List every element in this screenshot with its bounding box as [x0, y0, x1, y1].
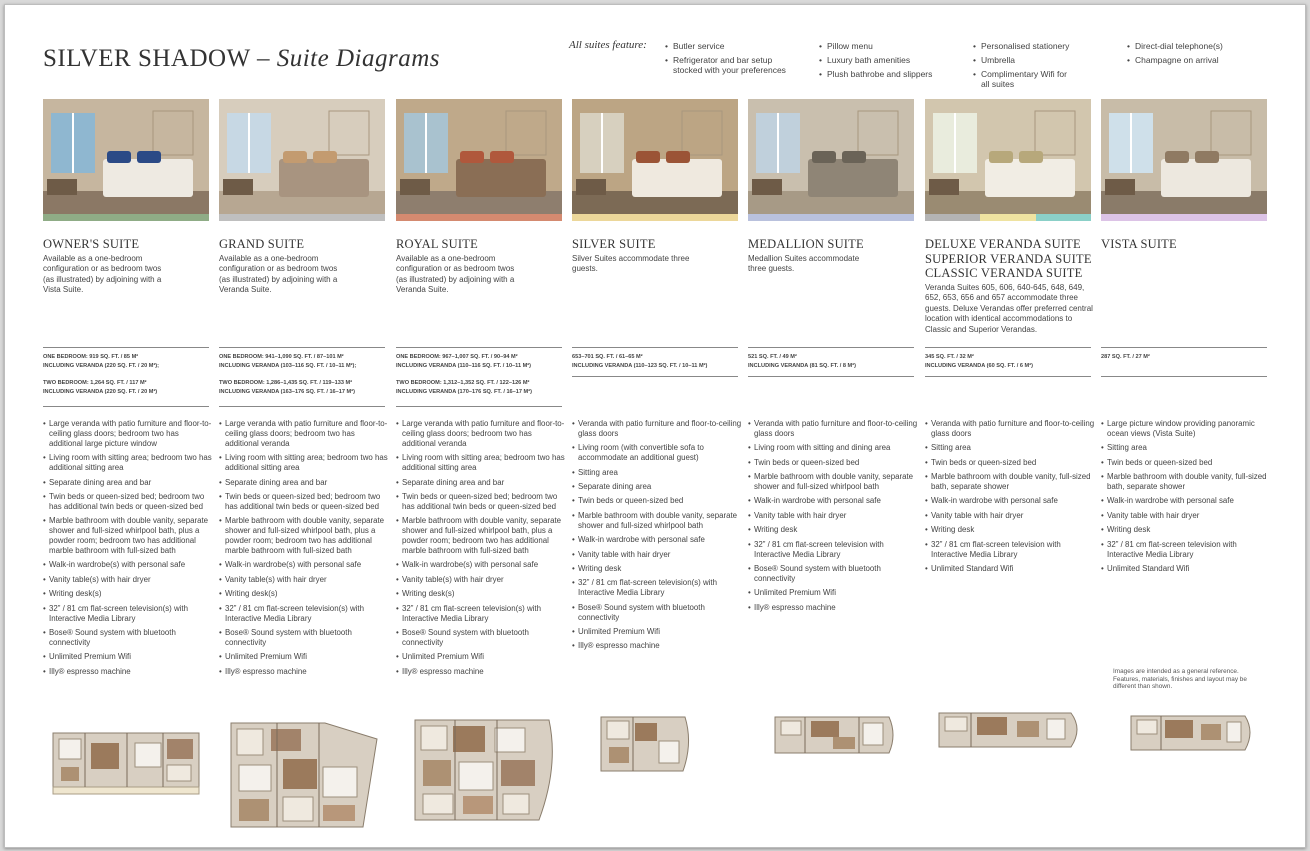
feature-bullet: • Marble bathroom with double vanity, separate shower and full-sized whirlpool bath, plus a powder room; bedroom two has additional marble bathroom with full-sized bath: [43, 516, 213, 556]
feature-bullet: • Writing desk(s): [219, 589, 389, 599]
feature-item: • Pillow menu: [819, 41, 969, 51]
suite-photo-veranda-suite: [925, 99, 1091, 214]
suite-color-bar: [925, 214, 1091, 221]
feature-bullet: • Vanity table(s) with hair dryer: [396, 575, 566, 585]
feature-bullet: • 32” / 81 cm flat-screen television with Interactive Media Library: [748, 540, 918, 560]
feature-bullet: • Writing desk(s): [396, 589, 566, 599]
feature-bullet: • Vanity table(s) with hair dryer: [219, 575, 389, 585]
feature-bullet: • Living room with sitting and dining area: [748, 443, 918, 453]
feature-bullet: • Unlimited Premium Wifi: [396, 652, 566, 662]
suite-photo-medallion-suite: [748, 99, 914, 214]
feature-bullet: • Bose® Sound system with bluetooth connectivity: [572, 603, 742, 623]
suite-area-owners-suite: [43, 347, 209, 407]
area-line: INCLUDING VERANDA (170–176 SQ. FT. / 16–17 M²): [396, 389, 532, 395]
area-line: 521 SQ. FT. / 49 M²: [748, 354, 797, 360]
area-line: 653–701 SQ. FT. / 61–65 M²: [572, 354, 643, 360]
floor-plan-owners-suite: [51, 729, 201, 795]
feature-bullet: • 32” / 81 cm flat-screen television(s) with Interactive Media Library: [572, 578, 742, 598]
feature-bullet: • Twin beds or queen-sized bed: [748, 458, 918, 468]
disclaimer-note: Images are intended as a general reference. Features, materials, finishes and layout may be different than shown.: [1113, 668, 1247, 691]
suite-color-bar: [748, 214, 914, 221]
feature-bullet: • Vanity table with hair dryer: [1101, 511, 1271, 521]
floor-plan-medallion-suite: [773, 715, 897, 755]
suite-area-royal-suite: [396, 347, 562, 407]
feature-item: • Plush bathrobe and slippers: [819, 69, 969, 79]
color-swatch-silver: [572, 214, 738, 221]
color-swatch-owners: [43, 214, 209, 221]
feature-bullet: • Walk-in wardrobe with personal safe: [572, 535, 742, 545]
suite-column-grand-suite: [219, 99, 385, 296]
suite-features-veranda-suite: [925, 419, 1095, 578]
feature-bullet: • Walk-in wardrobe(s) with personal safe: [43, 560, 213, 570]
page-title: [43, 45, 440, 73]
feature-bullet: • Unlimited Standard Wifi: [925, 564, 1095, 574]
area-line: INCLUDING VERANDA (81 SQ. FT. / 8 M²): [748, 363, 856, 369]
floor-plan-royal-suite: [411, 716, 559, 824]
feature-bullet: • Walk-in wardrobe(s) with personal safe: [396, 560, 566, 570]
features-column-3: [973, 41, 1093, 93]
feature-bullet: • Marble bathroom with double vanity, separate shower and full-sized whirlpool bath: [572, 511, 742, 531]
area-line: INCLUDING VERANDA (220 SQ. FT. / 20 M²);: [43, 363, 160, 369]
suite-features-grand-suite: [219, 419, 389, 681]
suite-area-medallion-suite: [748, 347, 914, 377]
floor-plan-grand-suite: [227, 719, 387, 831]
feature-bullet: • 32” / 81 cm flat-screen television with Interactive Media Library: [1101, 540, 1271, 560]
area-line: 287 SQ. FT. / 27 M²: [1101, 354, 1150, 360]
suite-area-grand-suite: [219, 347, 385, 407]
suite-photo-owners-suite: [43, 99, 209, 214]
color-swatch-vista: [1101, 214, 1267, 221]
feature-bullet: • 32” / 81 cm flat-screen television with Interactive Media Library: [925, 540, 1095, 560]
feature-bullet: • Illy® espresso machine: [748, 603, 918, 613]
feature-bullet: • 32” / 81 cm flat-screen television(s) with Interactive Media Library: [396, 604, 566, 624]
area-line: INCLUDING VERANDA (163–176 SQ. FT. / 16–17 M²): [219, 389, 355, 395]
area-line: ONE BEDROOM: 941–1,090 SQ. FT. / 87–101 M²: [219, 354, 344, 360]
feature-bullet: • Marble bathroom with double vanity, full-sized bath, separate shower: [925, 472, 1095, 492]
suite-area-vista-suite: [1101, 347, 1267, 377]
brochure-page: [4, 4, 1306, 848]
feature-bullet: • Illy® espresso machine: [219, 667, 389, 677]
feature-bullet: • Vanity table(s) with hair dryer: [43, 575, 213, 585]
feature-bullet: • Walk-in wardrobe with personal safe: [1101, 496, 1271, 506]
title-dash: –: [250, 45, 277, 72]
floor-plan-veranda-suite: [937, 711, 1083, 749]
feature-item: • Refrigerator and bar setup stocked with your preferences: [665, 55, 797, 75]
feature-bullet: • 32” / 81 cm flat-screen television(s) with Interactive Media Library: [219, 604, 389, 624]
feature-bullet: • Writing desk: [572, 564, 742, 574]
suite-description: Available as a one-bedroom configuration or as bedroom twos (as illustrated) by adjoining with a Veranda Suite.: [396, 253, 515, 294]
feature-bullet: • Twin beds or queen-sized bed; bedroom two has additional twin beds or queen-sized bed: [43, 492, 213, 512]
feature-bullet: • Walk-in wardrobe(s) with personal safe: [219, 560, 389, 570]
feature-bullet: • Marble bathroom with double vanity, separate shower and full-sized whirlpool bath, plus a powder room; bedroom two has additional marble bathroom with full-sized bath: [396, 516, 566, 556]
area-line: ONE BEDROOM: 967–1,007 SQ. FT. / 90–94 M²: [396, 354, 518, 360]
feature-bullet: • 32” / 81 cm flat-screen television(s) with Interactive Media Library: [43, 604, 213, 624]
color-swatch-medallion: [748, 214, 914, 221]
suite-description: Silver Suites accommodate three guests.: [572, 253, 690, 273]
feature-bullet: • Bose® Sound system with bluetooth connectivity: [43, 628, 213, 648]
feature-bullet: • Writing desk(s): [43, 589, 213, 599]
suite-photo-grand-suite: [219, 99, 385, 214]
features-column-4: [1127, 41, 1267, 69]
floor-plan-vista-suite: [1129, 714, 1255, 752]
color-swatch-deluxe: [925, 214, 980, 221]
feature-item: • Personalised stationery: [973, 41, 1093, 51]
suite-name: VISTA SUITE: [1101, 237, 1177, 251]
suite-features-medallion-suite: [748, 419, 918, 617]
feature-bullet: • Walk-in wardrobe with personal safe: [925, 496, 1095, 506]
feature-bullet: • Marble bathroom with double vanity, separate shower and full-sized whirlpool bath, plus a powder room; bedroom two has additional marble bathroom with full-sized bath: [219, 516, 389, 556]
area-line: 345 SQ. FT. / 32 M²: [925, 354, 974, 360]
feature-bullet: • Veranda with patio furniture and floor-to-ceiling glass doors: [572, 419, 742, 439]
suite-features-silver-suite: [572, 419, 742, 656]
feature-bullet: • Vanity table with hair dryer: [748, 511, 918, 521]
suite-color-bar: [43, 214, 209, 221]
feature-bullet: • Twin beds or queen-sized bed; bedroom two has additional twin beds or queen-sized bed: [219, 492, 389, 512]
area-line: INCLUDING VERANDA (110–123 SQ. FT. / 10–11 M²): [572, 363, 708, 369]
suite-color-bar: [1101, 214, 1267, 221]
feature-bullet: • Living room with sitting area; bedroom two has additional sitting area: [396, 453, 566, 473]
feature-bullet: • Veranda with patio furniture and floor-to-ceiling glass doors: [748, 419, 918, 439]
floor-plan-silver-suite: [599, 715, 693, 773]
color-swatch-grand: [219, 214, 385, 221]
suite-area-silver-suite: [572, 347, 738, 377]
suite-column-owners-suite: [43, 99, 209, 296]
feature-bullet: • Twin beds or queen-sized bed: [572, 496, 742, 506]
suite-name: OWNER'S SUITE: [43, 237, 140, 251]
suite-name: SILVER SUITE: [572, 237, 656, 251]
feature-bullet: • Separate dining area and bar: [396, 478, 566, 488]
feature-item: • Direct-dial telephone(s): [1127, 41, 1267, 51]
suite-description: Available as a one-bedroom configuration or as bedroom twos (as illustrated) by adjoining with a Veranda Suite.: [219, 253, 338, 294]
suite-name-line: SUPERIOR VERANDA SUITE: [925, 251, 1092, 266]
suite-column-royal-suite: [396, 99, 562, 296]
suite-column-medallion-suite: [748, 99, 914, 275]
features-column-1: [665, 41, 805, 79]
feature-item: • Champagne on arrival: [1127, 55, 1267, 65]
suite-column-veranda-suite: [925, 99, 1105, 335]
area-line: INCLUDING VERANDA (103–116 SQ. FT. / 10–11 M²);: [219, 363, 357, 369]
suite-column-silver-suite: [572, 99, 738, 275]
suite-name: [925, 237, 1105, 281]
suite-features-vista-suite: [1101, 419, 1271, 578]
feature-bullet: • Living room with sitting area; bedroom two has additional sitting area: [219, 453, 389, 473]
feature-bullet: • Unlimited Premium Wifi: [43, 652, 213, 662]
feature-bullet: • Walk-in wardrobe with personal safe: [748, 496, 918, 506]
suite-description: Available as a one-bedroom configuration or as bedroom twos (as illustrated) by adjoining with a Vista Suite.: [43, 253, 162, 294]
suite-name: GRAND SUITE: [219, 237, 305, 251]
suite-name-line: DELUXE VERANDA SUITE: [925, 237, 1081, 251]
feature-bullet: • Twin beds or queen-sized bed: [925, 458, 1095, 468]
feature-bullet: • Large veranda with patio furniture and floor-to-ceiling glass doors; bedroom two has additional large picture window: [43, 419, 213, 449]
feature-bullet: • Illy® espresso machine: [572, 641, 742, 651]
feature-bullet: • Vanity table with hair dryer: [925, 511, 1095, 521]
features-column-2: [819, 41, 969, 83]
feature-bullet: • Living room (with convertible sofa to accommodate an additional guest): [572, 443, 742, 463]
area-line: INCLUDING VERANDA (110–116 SQ. FT. / 10–11 M²): [396, 363, 532, 369]
title-main: SILVER SHADOW: [43, 45, 251, 72]
suite-description: Veranda Suites 605, 606, 640-645, 648, 649, 652, 653, 656 and 657 accommodate three guests. Deluxe Verandas offer preferred central location with identical accommodations to Classic and Superior Verandas.: [925, 282, 1093, 334]
suite-photo-royal-suite: [396, 99, 562, 214]
suite-photo-silver-suite: [572, 99, 738, 214]
area-line: INCLUDING VERANDA (60 SQ. FT. / 6 M²): [925, 363, 1033, 369]
feature-bullet: • Veranda with patio furniture and floor-to-ceiling glass doors: [925, 419, 1095, 439]
suite-name-line: CLASSIC VERANDA SUITE: [925, 266, 1083, 280]
feature-bullet: • Writing desk: [1101, 525, 1271, 535]
feature-bullet: • Twin beds or queen-sized bed; bedroom two has additional twin beds or queen-sized bed: [396, 492, 566, 512]
feature-bullet: • Bose® Sound system with bluetooth connectivity: [396, 628, 566, 648]
area-line: ONE BEDROOM: 919 SQ. FT. / 85 M²: [43, 354, 139, 360]
feature-item: • Complimentary Wifi for all suites: [973, 69, 1073, 89]
feature-bullet: • Twin beds or queen-sized bed: [1101, 458, 1271, 468]
area-line: TWO BEDROOM: 1,286–1,435 SQ. FT. / 119–133 M²: [219, 380, 353, 386]
feature-bullet: • Bose® Sound system with bluetooth connectivity: [748, 564, 918, 584]
features-label: All suites feature:: [569, 39, 647, 51]
color-swatch-superior: [980, 214, 1035, 221]
suite-color-bar: [572, 214, 738, 221]
feature-bullet: • Separate dining area and bar: [43, 478, 213, 488]
suite-photo-vista-suite: [1101, 99, 1267, 214]
feature-bullet: • Unlimited Premium Wifi: [219, 652, 389, 662]
feature-item: • Umbrella: [973, 55, 1093, 65]
feature-bullet: • Large veranda with patio furniture and floor-to-ceiling glass doors; bedroom two has additional veranda: [219, 419, 389, 449]
suite-column-vista-suite: [1101, 99, 1267, 254]
suite-name: MEDALLION SUITE: [748, 237, 864, 251]
suite-color-bar: [219, 214, 385, 221]
feature-bullet: • Sitting area: [925, 443, 1095, 453]
title-subtitle: Suite Diagrams: [276, 45, 440, 72]
feature-bullet: • Unlimited Premium Wifi: [748, 588, 918, 598]
suite-features-owners-suite: [43, 419, 213, 681]
feature-bullet: • Separate dining area: [572, 482, 742, 492]
suite-color-bar: [396, 214, 562, 221]
area-line: TWO BEDROOM: 1,312–1,352 SQ. FT. / 122–126 M²: [396, 380, 530, 386]
feature-item: • Butler service: [665, 41, 805, 51]
feature-bullet: • Large veranda with patio furniture and floor-to-ceiling glass doors; bedroom two has additional veranda: [396, 419, 566, 449]
feature-bullet: • Vanity table with hair dryer: [572, 550, 742, 560]
feature-bullet: • Unlimited Standard Wifi: [1101, 564, 1271, 574]
feature-bullet: • Large picture window providing panoramic ocean views (Vista Suite): [1101, 419, 1271, 439]
area-line: INCLUDING VERANDA (220 SQ. FT. / 20 M²): [43, 389, 158, 395]
feature-bullet: • Illy® espresso machine: [43, 667, 213, 677]
feature-bullet: • Illy® espresso machine: [396, 667, 566, 677]
color-swatch-classic: [1036, 214, 1091, 221]
feature-bullet: • Sitting area: [1101, 443, 1271, 453]
feature-bullet: • Bose® Sound system with bluetooth connectivity: [219, 628, 389, 648]
feature-item: • Luxury bath amenities: [819, 55, 969, 65]
area-line: TWO BEDROOM: 1,264 SQ. FT. / 117 M²: [43, 380, 147, 386]
feature-bullet: • Unlimited Premium Wifi: [572, 627, 742, 637]
suite-name: ROYAL SUITE: [396, 237, 478, 251]
feature-bullet: • Separate dining area and bar: [219, 478, 389, 488]
color-swatch-royal: [396, 214, 562, 221]
suite-features-royal-suite: [396, 419, 566, 681]
feature-bullet: • Sitting area: [572, 468, 742, 478]
feature-bullet: • Living room with sitting area; bedroom two has additional sitting area: [43, 453, 213, 473]
suite-area-veranda-suite: [925, 347, 1091, 377]
feature-bullet: • Writing desk: [748, 525, 918, 535]
feature-bullet: • Marble bathroom with double vanity, full-sized bath, separate shower: [1101, 472, 1271, 492]
feature-bullet: • Marble bathroom with double vanity, separate shower and full-sized whirlpool bath: [748, 472, 918, 492]
suite-description: Medallion Suites accommodate three guests.: [748, 253, 860, 273]
feature-bullet: • Writing desk: [925, 525, 1095, 535]
